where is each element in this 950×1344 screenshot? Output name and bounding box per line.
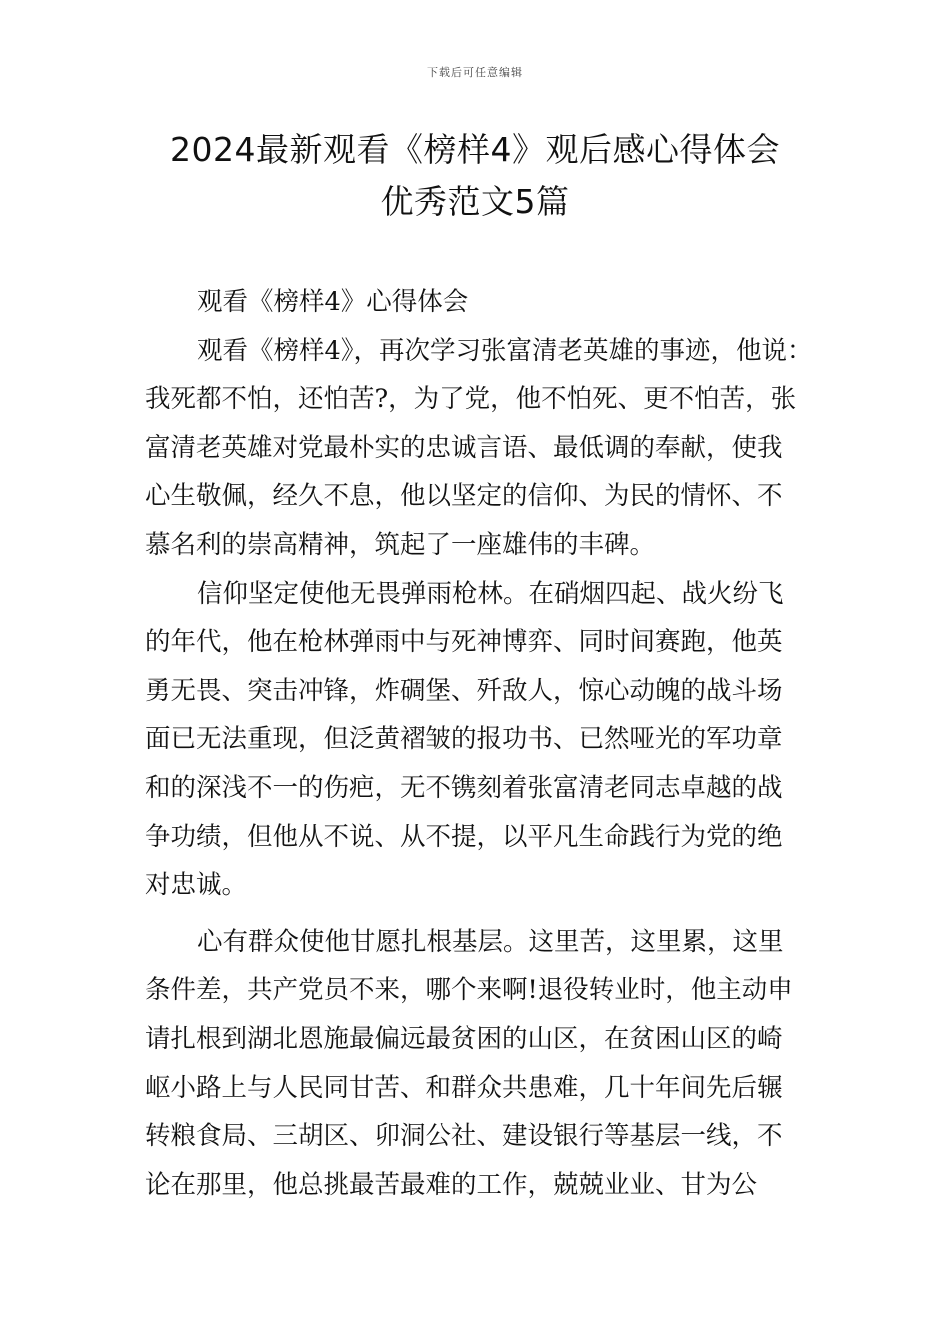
paragraph-line: 富清老英雄对党最朴实的忠诚言语、最低调的奉献，使我 xyxy=(145,432,783,463)
paragraph-line: 争功绩，但他从不说、从不提，以平凡生命践行为党的绝 xyxy=(145,821,783,852)
page-header-note: 下载后可任意编辑 xyxy=(427,66,523,79)
document-title-line-1: 2024最新观看《榜样4》观后感心得体会 xyxy=(170,130,780,169)
document-body xyxy=(145,278,813,1209)
paragraph-spacer xyxy=(145,910,810,918)
paragraph-line: 勇无畏、突击冲锋，炸碉堡、歼敌人，惊心动魄的战斗场 xyxy=(145,675,783,706)
paragraph-line: 请扎根到湖北恩施最偏远最贫困的山区，在贫困山区的崎 xyxy=(145,1023,783,1054)
paragraph-line: 我死都不怕，还怕苦?，为了党，他不怕死、更不怕苦，张 xyxy=(145,384,797,415)
paragraph-line: 对忠诚。 xyxy=(145,870,248,901)
paragraph-line: 和的深浅不一的伤疤，无不镌刻着张富清老同志卓越的战 xyxy=(145,772,783,803)
paragraph-line: 的年代，他在枪林弹雨中与死神博弈、同时间赛跑，他英 xyxy=(145,627,783,658)
paragraph-line: 岖小路上与人民同甘苦、和群众共患难，几十年间先后辗 xyxy=(145,1072,783,1103)
paragraph-line: 信仰坚定使他无畏弹雨枪林。在硝烟四起、战火纷飞 xyxy=(197,578,784,609)
paragraph-1 xyxy=(145,327,813,570)
paragraph-line: 论在那里，他总挑最苦最难的工作，兢兢业业、甘为公 xyxy=(145,1169,758,1200)
document-title xyxy=(100,124,850,228)
paragraph-line: 心有群众使他甘愿扎根基层。这里苦，这里累，这里 xyxy=(197,926,784,957)
paragraph-3 xyxy=(145,918,810,1210)
paragraph-line: 转粮食局、三胡区、卯洞公社、建设银行等基层一线，不 xyxy=(145,1121,783,1152)
paragraph-2 xyxy=(145,570,810,910)
paragraph-line: 条件差，共产党员不来，哪个来啊!退役转业时，他主动申 xyxy=(145,975,793,1006)
section-heading: 观看《榜样4》心得体会 xyxy=(197,287,469,317)
document-title-line-2: 优秀范文5篇 xyxy=(380,182,570,221)
paragraph-line: 面已无法重现，但泛黄褶皱的报功书、已然哑光的军功章 xyxy=(145,724,783,755)
paragraph-line: 慕名利的崇高精神，筑起了一座雄伟的丰碑。 xyxy=(145,529,656,560)
paragraph-line: 观看《榜样4》，再次学习张富清老英雄的事迹，他说： xyxy=(197,335,813,366)
paragraph-line: 心生敬佩，经久不息，他以坚定的信仰、为民的情怀、不 xyxy=(145,481,783,512)
